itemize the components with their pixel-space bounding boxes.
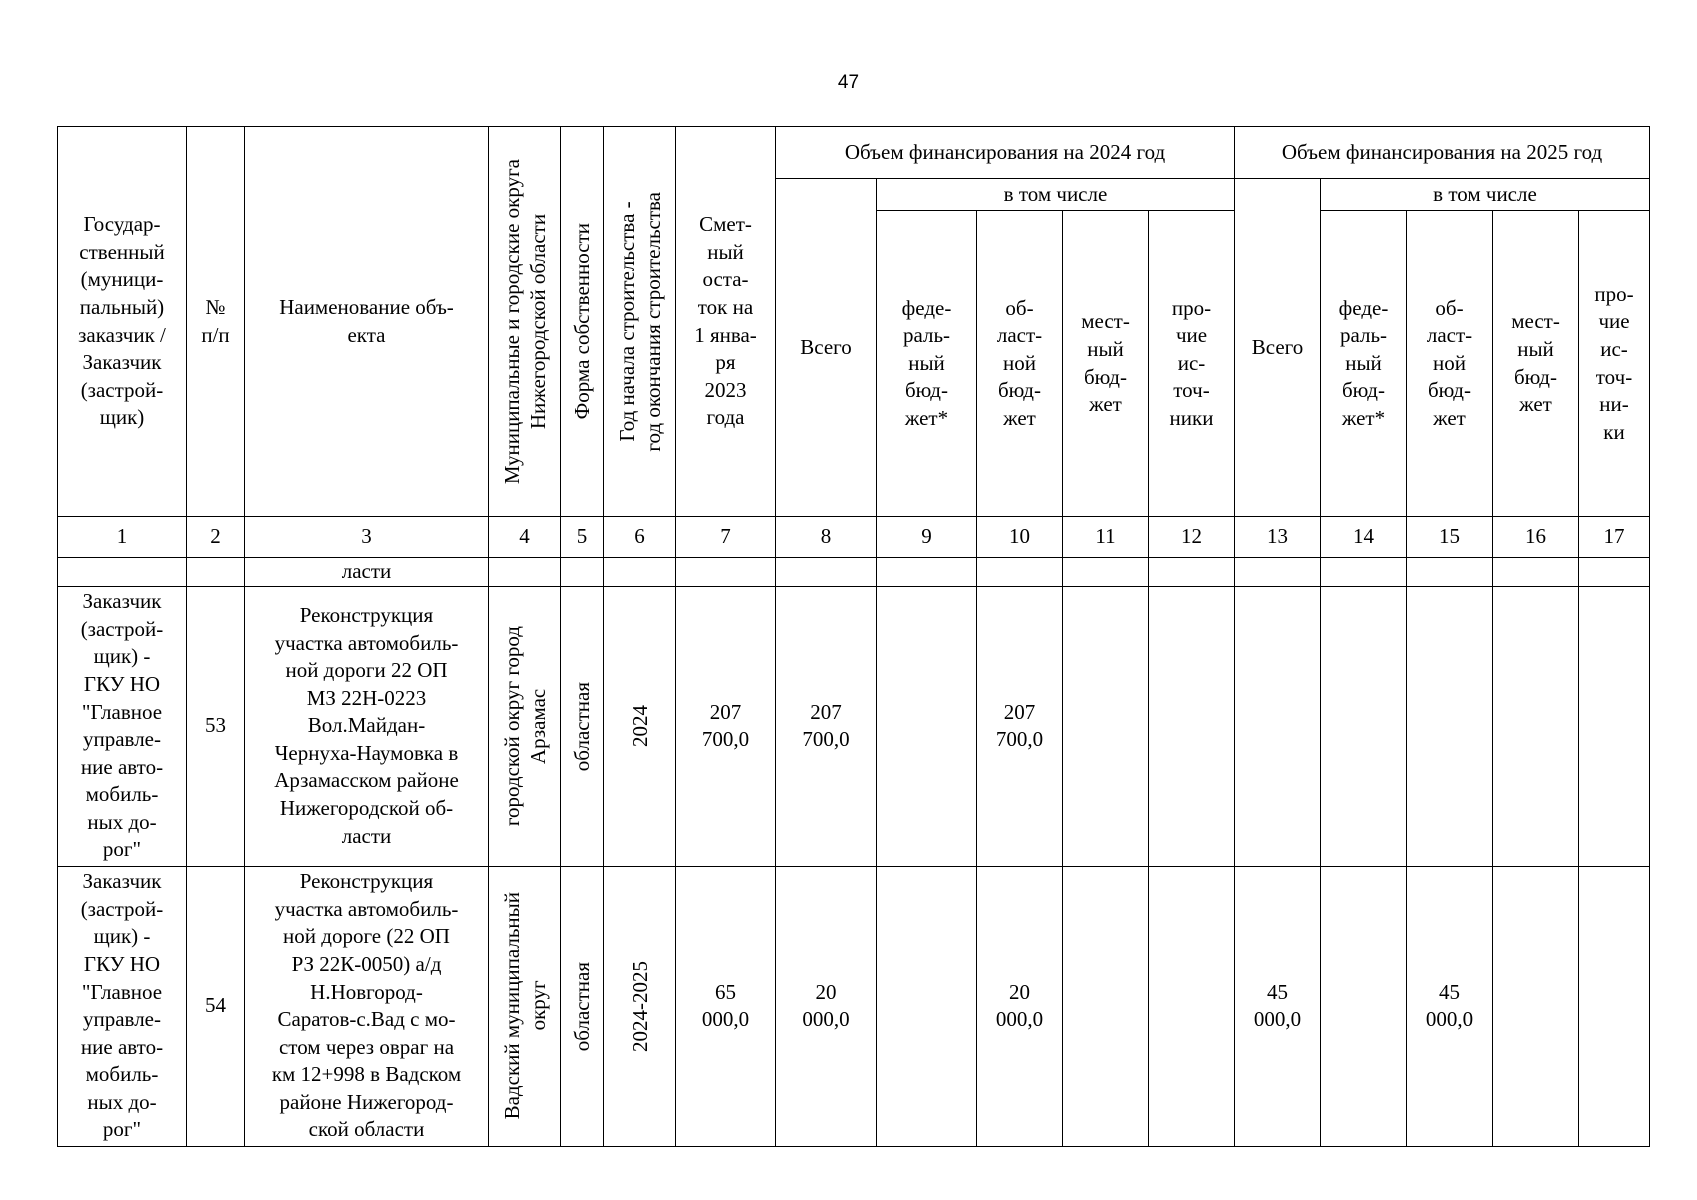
row-number-cell: 54 — [187, 866, 245, 1146]
municipality-cell — [489, 586, 561, 866]
years-text: 2024 — [627, 705, 652, 748]
header-ownership-text: Форма собственности — [570, 223, 594, 420]
empty-cell — [187, 558, 245, 587]
header-other-2024: про- чие ис- точ- ники — [1149, 211, 1235, 517]
column-number: 11 — [1063, 517, 1149, 558]
municipality-text: Вадский муниципальный округ — [499, 892, 550, 1120]
total-2024-cell: 207 700,0 — [776, 586, 877, 866]
financing-table — [57, 126, 1650, 1147]
column-number: 7 — [676, 517, 776, 558]
header-municipality-text: Муниципальные и городские округа Нижегородской области — [499, 158, 550, 485]
empty-cell — [1063, 558, 1149, 587]
header-total-2024: Всего — [776, 179, 877, 517]
ownership-cell — [561, 586, 604, 866]
other-2025-cell — [1579, 866, 1650, 1146]
regional-2025-cell: 45 000,0 — [1407, 866, 1493, 1146]
federal-2025-cell — [1321, 866, 1407, 1146]
empty-cell — [489, 558, 561, 587]
continuation-text: ласти — [245, 558, 489, 587]
other-2024-cell — [1149, 586, 1235, 866]
column-number: 8 — [776, 517, 877, 558]
row-number-cell: 53 — [187, 586, 245, 866]
estimate-cell: 207 700,0 — [676, 586, 776, 866]
header-years-text: Год начала строительства - год окончания строительства — [614, 191, 665, 452]
header-regional-2024: об- ласт- ной бюд- жет — [977, 211, 1063, 517]
years-cell — [604, 866, 676, 1146]
municipality-cell — [489, 866, 561, 1146]
header-including-2025: в том числе — [1321, 179, 1650, 211]
header-estimate: Смет- ный оста- ток на 1 янва- ря 2023 года — [676, 127, 776, 517]
regional-2024-cell: 20 000,0 — [977, 866, 1063, 1146]
estimate-cell: 65 000,0 — [676, 866, 776, 1146]
local-2024-cell — [1063, 866, 1149, 1146]
other-2025-cell — [1579, 586, 1650, 866]
column-number: 13 — [1235, 517, 1321, 558]
column-number: 1 — [58, 517, 187, 558]
header-funding-2025: Объем финансирования на 2025 год — [1235, 127, 1650, 179]
empty-cell — [1149, 558, 1235, 587]
empty-cell — [776, 558, 877, 587]
empty-cell — [1235, 558, 1321, 587]
ownership-text: областная — [570, 681, 594, 771]
continuation-row — [58, 558, 1650, 587]
object-name-cell: Реконструкция участка автомобиль- ной дороге (22 ОП РЗ 22К-0050) а/д Н.Новгород- Саратов-с.Вад с мо- стом через овраг на км 12+998 в Вадском районе Нижегород- ской области — [245, 866, 489, 1146]
ownership-cell — [561, 866, 604, 1146]
header-other-2025: про- чие ис- точ- ни- ки — [1579, 211, 1650, 517]
ownership-text: областная — [570, 961, 594, 1051]
header-total-2025: Всего — [1235, 179, 1321, 517]
regional-2025-cell — [1407, 586, 1493, 866]
header-ownership — [561, 127, 604, 517]
other-2024-cell — [1149, 866, 1235, 1146]
object-name-cell: Реконструкция участка автомобиль- ной дороги 22 ОП МЗ 22Н-0223 Вол.Майдан- Чернуха-Наумовка в Арзамасском районе Нижегородской об- ласти — [245, 586, 489, 866]
empty-cell — [676, 558, 776, 587]
column-number: 5 — [561, 517, 604, 558]
column-number: 6 — [604, 517, 676, 558]
table-row — [58, 586, 1650, 866]
column-number: 4 — [489, 517, 561, 558]
header-including-2024: в том числе — [877, 179, 1235, 211]
empty-cell — [561, 558, 604, 587]
page-number: 47 — [837, 72, 860, 93]
header-funding-2024: Объем финансирования на 2024 год — [776, 127, 1235, 179]
regional-2024-cell: 207 700,0 — [977, 586, 1063, 866]
total-2025-cell: 45 000,0 — [1235, 866, 1321, 1146]
column-number: 2 — [187, 517, 245, 558]
column-number: 16 — [1493, 517, 1579, 558]
column-number: 17 — [1579, 517, 1650, 558]
years-text: 2024-2025 — [627, 960, 652, 1052]
customer-cell: Заказчик (застрой- щик) - ГКУ НО "Главное управле- ние авто- мобиль- ных до- рог" — [58, 586, 187, 866]
column-number: 15 — [1407, 517, 1493, 558]
column-number: 9 — [877, 517, 977, 558]
empty-cell — [1407, 558, 1493, 587]
header-years — [604, 127, 676, 517]
empty-cell — [58, 558, 187, 587]
years-cell — [604, 586, 676, 866]
local-2025-cell — [1493, 586, 1579, 866]
empty-cell — [977, 558, 1063, 587]
header-municipality — [489, 127, 561, 517]
total-2025-cell — [1235, 586, 1321, 866]
empty-cell — [1321, 558, 1407, 587]
header-row-1 — [58, 127, 1650, 179]
column-number: 12 — [1149, 517, 1235, 558]
empty-cell — [604, 558, 676, 587]
municipality-text: городской округ город Арзамас — [499, 626, 550, 827]
local-2025-cell — [1493, 866, 1579, 1146]
header-regional-2025: об- ласт- ной бюд- жет — [1407, 211, 1493, 517]
empty-cell — [877, 558, 977, 587]
header-federal-2025: феде- раль- ный бюд- жет* — [1321, 211, 1407, 517]
header-federal-2024: феде- раль- ный бюд- жет* — [877, 211, 977, 517]
header-local-2024: мест- ный бюд- жет — [1063, 211, 1149, 517]
column-number: 3 — [245, 517, 489, 558]
column-number-row — [58, 517, 1650, 558]
federal-2024-cell — [877, 866, 977, 1146]
empty-cell — [1579, 558, 1650, 587]
column-number: 10 — [977, 517, 1063, 558]
header-object-name: Наименование объ- екта — [245, 127, 489, 517]
customer-cell: Заказчик (застрой- щик) - ГКУ НО "Главное управле- ние авто- мобиль- ных до- рог" — [58, 866, 187, 1146]
column-number: 14 — [1321, 517, 1407, 558]
federal-2024-cell — [877, 586, 977, 866]
header-num: № п/п — [187, 127, 245, 517]
total-2024-cell: 20 000,0 — [776, 866, 877, 1146]
header-local-2025: мест- ный бюд- жет — [1493, 211, 1579, 517]
empty-cell — [1493, 558, 1579, 587]
federal-2025-cell — [1321, 586, 1407, 866]
local-2024-cell — [1063, 586, 1149, 866]
table-row — [58, 866, 1650, 1146]
header-customer: Государ- ственный (муници- пальный) заказчик / Заказчик (застрой- щик) — [58, 127, 187, 517]
